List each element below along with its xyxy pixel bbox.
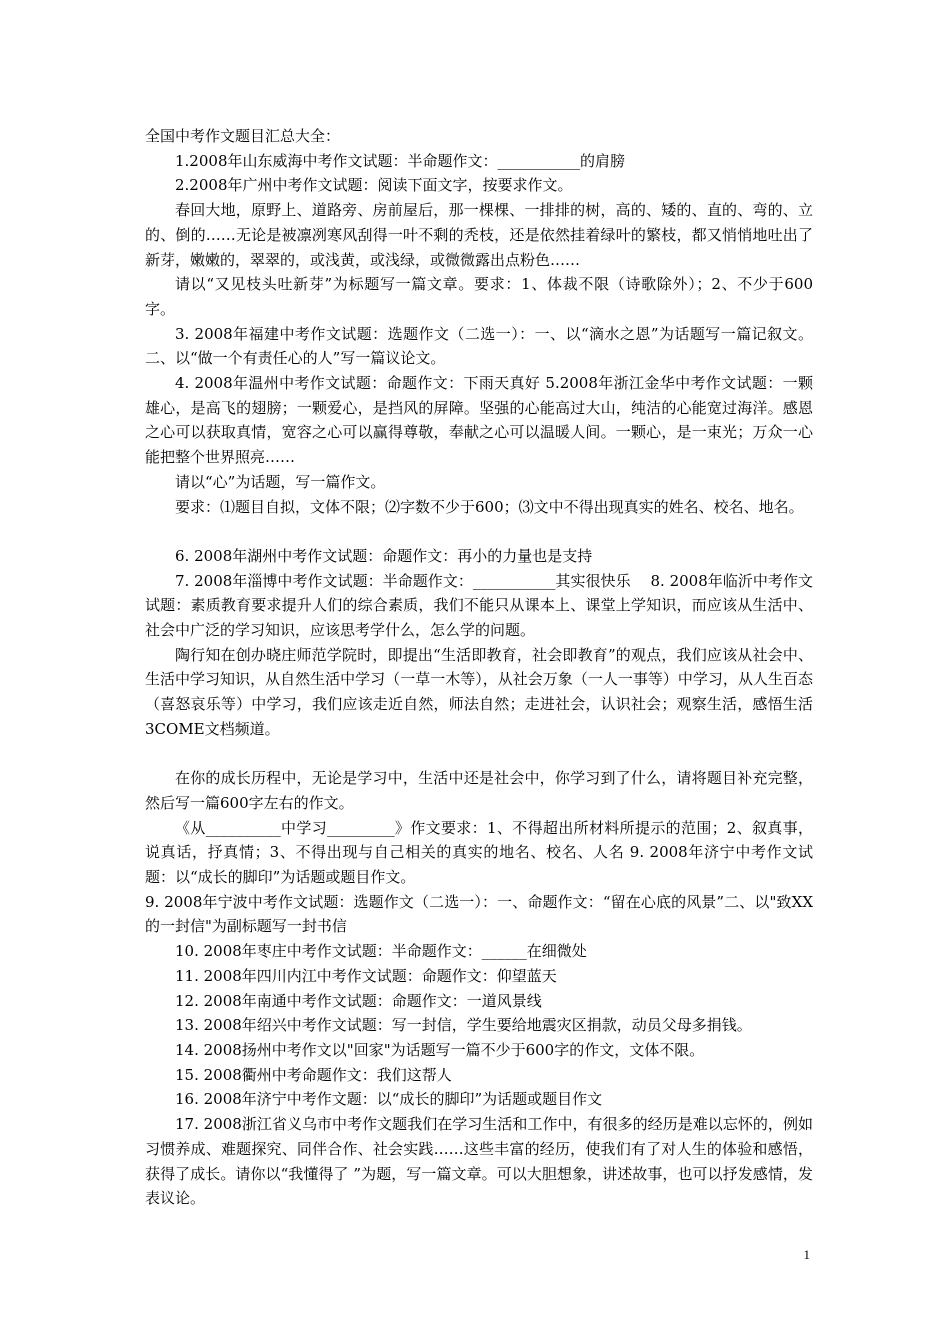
document-body <box>145 124 813 1211</box>
page-number: 1 <box>803 1247 810 1262</box>
document-title: 全国中考作文题目汇总大全： <box>145 127 341 145</box>
paragraph-5: 3. 2008年福建中考作文试题：选题作文（二选一）：一、以“滴水之恩”为话题写一篇记叙文。二、以“做一个有责任心的人”写一篇议论文。 <box>145 324 813 368</box>
paragraph-7: 请以“心”为话题，写一篇作文。 <box>175 472 386 491</box>
paragraph-6: 4. 2008年温州中考作文试题：命题作文：下雨天真好 5.2008年浙江金华中考作文试题：一颗雄心，是高飞的翅膀；一颗爱心，是挡风的屏障。坚强的心能高过大山，纯洁的心能宽过海洋。感恩之心可以获取真情，宽容之心可以赢得尊敬，奉献之心可以温暖人间。一颗心，是一束光；万众一心能把整个世界照亮…… <box>145 374 813 467</box>
paragraph-20: 15. 2008衢州中考命题作文：我们这帮人 <box>175 1065 452 1084</box>
paragraph-16: 11. 2008年四川内江中考作文试题：命题作文：仰望蓝天 <box>175 966 557 985</box>
paragraph-19: 14. 2008扬州中考作文以"回家"为话题写一篇不少于600字的作文，文体不限。 <box>175 1040 705 1059</box>
paragraph-9: 6. 2008年湖州中考作文试题：命题作文：再小的力量也是支持 <box>175 546 593 565</box>
paragraph-22: 17. 2008浙江省义乌市中考作文题我们在学习生活和工作中，有很多的经历是难以忘怀的，例如习惯养成、难题探究、同伴合作、社会实践……这些丰富的经历，使我们有了对人生的体验和感悟，获得了成长。请你以“我懂得了 ”为题，写一篇文章。可以大胆想象，讲述故事，也可以抒发感情，发表议论。 <box>145 1115 813 1208</box>
paragraph-12: 在你的成长历程中，无论是学习中，生活中还是社会中，你学习到了什么，请将题目补充完整，然后写一篇600字左右的作文。 <box>145 769 813 812</box>
blank-line <box>145 742 813 767</box>
blank-line <box>145 519 813 544</box>
paragraph-3: 春回大地，原野上、道路旁、房前屋后，那一棵棵、一排排的树，高的、矮的、直的、弯的、立的、倒的……无论是被凛冽寒风刮得一叶不剩的秃枝，还是依然挂着绿叶的繁枝，都又悄悄地吐出了新芽，嫩嫩的，翠翠的，或浅黄，或浅绿，或微微露出点粉色…… <box>145 201 813 269</box>
paragraph-11: 陶行知在创办晓庄师范学院时，即提出“生活即教育，社会即教育”的观点，我们应该从社会中、生活中学习知识，从自然生活中学习（一草一木等），从社会万象（一人一事等）中学习，从人生百态（喜怒哀乐等）中学习，我们应该走近自然，师法自然；走进社会，认识社会；观察生活，感悟生活 3COME文档频道。 <box>145 645 813 738</box>
paragraph-2: 2.2008年广州中考作文试题：阅读下面文字，按要求作文。 <box>175 176 573 195</box>
paragraph-13: 《从__________中学习_________》作文要求：1、不得超出所材料所提示的范围；2、叙真事，说真话，抒真情；3、不得出现与自己相关的真实的地名、校名、人名 9. 2008年济宁中考作文试题：以“成长的脚印”为话题或题目作文。 <box>145 818 813 887</box>
paragraph-8: 要求：⑴题目自拟，文体不限；⑵字数不少于600；⑶文中不得出现真实的姓名、校名、地名。 <box>175 497 804 516</box>
paragraph-17: 12. 2008年南通中考作文试题：命题作文：一道风景线 <box>175 991 542 1010</box>
paragraph-10: 7. 2008年淄博中考作文试题：半命题作文：___________其实很快乐 8. 2008年临沂中考作文试题：素质教育要求提升人们的综合素质，我们不能只从课本上、课堂上学知识，而应该从生活中、社会中广泛的学习知识，应该思考学什么，怎么学的问题。 <box>145 571 813 640</box>
paragraph-1: 1.2008年山东威海中考作文试题：半命题作文：___________的肩膀 <box>175 151 625 170</box>
paragraph-4: 请以“又见枝头吐新芽”为标题写一篇文章。要求：1、体裁不限（诗歌除外）；2、不少于600字。 <box>145 275 813 318</box>
paragraph-14: 9. 2008年宁波中考作文试题：选题作文（二选一）：一、命题作文：“留在心底的风景”二、以"致XX的一封信"为副标题写一封书信 <box>145 892 813 936</box>
paragraph-18: 13. 2008年绍兴中考作文试题：写一封信，学生要给地震灾区捐款，动员父母多捐钱。 <box>175 1016 752 1035</box>
paragraph-21: 16. 2008年济宁中考作文题：以“成长的脚印”为话题或题目作文 <box>175 1090 603 1109</box>
paragraph-15: 10. 2008年枣庄中考作文试题：半命题作文：______在细微处 <box>175 942 587 961</box>
